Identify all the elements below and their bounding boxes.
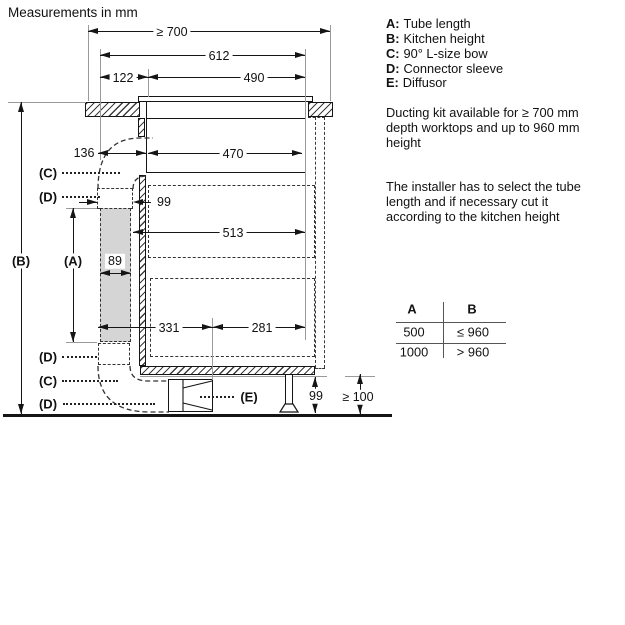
dim-worktop-depth: ≥ 700 xyxy=(153,25,190,40)
legend-label: Connector sleeve xyxy=(403,60,504,76)
dim-floor-clearance: ≥ 100 xyxy=(339,390,376,405)
part-label-c-top: (C) xyxy=(38,165,58,181)
dim-hob-width: 612 xyxy=(206,49,233,64)
dim-cutout-width: 490 xyxy=(241,71,268,86)
page-title: Measurements in mm xyxy=(8,5,138,20)
part-label-d-mid: (D) xyxy=(38,349,58,365)
table-cell-b2: > 960 xyxy=(456,344,490,360)
note-ducting-kit: Ducting kit available for ≥ 700 mm depth worktops and up to 960 mm height xyxy=(386,105,580,150)
dim-body-width: 470 xyxy=(220,146,247,161)
part-label-d-bottom: (D) xyxy=(38,396,58,412)
legend-label: Diffusor xyxy=(402,75,447,91)
part-label-b: (B) xyxy=(11,253,31,269)
legend-key: A: xyxy=(386,16,400,31)
legend-label: Tube length xyxy=(403,16,471,31)
legend-key: D: xyxy=(386,60,400,76)
part-label-a: (A) xyxy=(63,253,83,269)
dim-front-span: 281 xyxy=(249,320,276,335)
dim-inner-depth: 513 xyxy=(220,225,247,240)
legend-label: 90° L-size bow xyxy=(403,45,488,61)
dim-left-inset: 122 xyxy=(110,71,137,86)
dim-tube-width: 89 xyxy=(105,254,125,269)
dim-sleeve-width: 99 xyxy=(154,195,174,210)
table-header-a: A xyxy=(407,301,417,317)
dim-back-span: 331 xyxy=(156,320,183,335)
legend-key: B: xyxy=(386,30,400,46)
table-cell-b1: ≤ 960 xyxy=(457,324,489,340)
dim-plinth-height: 99 xyxy=(306,389,326,404)
table-line xyxy=(396,322,506,323)
table-cell-a2: 1000 xyxy=(399,344,429,360)
table-header-b: B xyxy=(467,301,477,317)
table-cell-a1: 500 xyxy=(403,324,425,340)
legend-key: E: xyxy=(386,75,399,91)
table-divider xyxy=(443,302,444,358)
part-label-d-top: (D) xyxy=(38,189,58,205)
part-label-c-bottom: (C) xyxy=(38,373,58,389)
legend-label: Kitchen height xyxy=(403,30,485,46)
note-installer: The installer has to select the tube length and if necessary cut it according to the kitchen height xyxy=(386,179,581,224)
dim-front-inset: 136 xyxy=(71,146,98,161)
legend-key: C: xyxy=(386,45,400,61)
part-label-e: (E) xyxy=(240,389,258,405)
